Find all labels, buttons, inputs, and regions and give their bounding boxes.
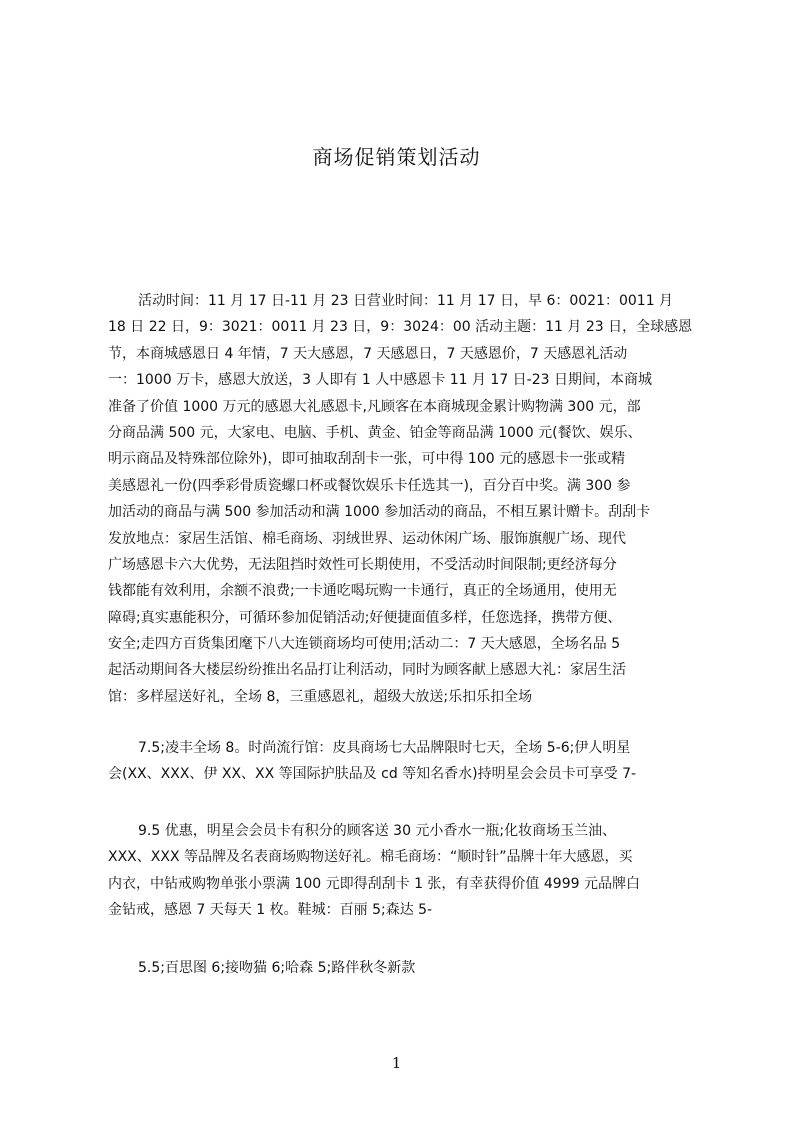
paragraph-member-offers [108,818,698,924]
text-line: 馆：多样屋送好礼，全场 8，三重感恩礼，超级大放送;乐扣乐扣全场 [108,688,533,705]
text-line: 活动时间：11 月 17 日-11 月 23 日营业时间：11 月 17 日，早 6：0021：0011 月 [138,293,674,309]
paragraph-activity-details [108,288,698,710]
text-line: 美感恩礼一份(四季彩骨质瓷螺口杯或餐饮娱乐卡任选其一)，百分百中奖。满 300 参 [108,477,631,494]
page-number: 1 [391,1054,402,1072]
text-line: 9.5 优惠，明星会会员卡有积分的顾客送 30 元小香水一瓶;化妆商场玉兰油、 [138,823,617,839]
paragraph-shoe-brands [108,955,698,981]
text-line: 加活动的商品与满 500 参加活动和满 1000 参加活动的商品，不相互累计赠卡。刮刮卡 [108,504,651,521]
text-line: 起活动期间各大楼层纷纷推出名品打让利活动，同时为顾客献上感恩大礼：家居生活 [108,662,626,679]
text-line: 广场感恩卡六大优势，无法阻挡时效性可长期使用，不受活动时间限制;更经济每分 [108,556,617,573]
text-line: 钱都能有效利用，余额不浪费;一卡通吃喝玩购一卡通行，真正的全场通用，使用无 [108,583,617,600]
paragraph-fashion-hall [108,735,698,788]
text-line: 障碍;真实惠能积分，可循环参加促销活动;好便捷面值多样，任您选择，携带方便、 [108,609,622,626]
text-line: 安全;走四方百货集团麾下八大连锁商场均可使用;活动二：7 天大感恩，全场名品 5 [108,636,621,653]
text-line: 节，本商城感恩日 4 年情，7 天大感恩，7 天感恩日，7 天感恩价，7 天感恩礼活动 [108,345,628,362]
text-line: 会(XX、XXX、伊 XX、XX 等国际护肤品及 cd 等知名香水)持明星会会员卡可享受 7- [108,766,637,783]
text-line: 内衣，中钻戒购物单张小票满 100 元即得刮刮卡 1 张，有幸获得价值 4999 元品牌白 [108,875,640,892]
text-line: 5.5;百思图 6;接吻猫 6;哈森 5;路伴秋冬新款 [138,960,416,976]
text-line: 明示商品及特殊部位除外)，即可抽取刮刮卡一张，可中得 100 元的感恩卡一张或精 [108,451,626,468]
text-line: 一：1000 万卡，感恩大放送，3 人即有 1 人中感恩卡 11 月 17 日-23 日期间，本商城 [108,372,652,389]
document-title: 商场促销策划活动 [312,145,481,169]
text-line: 18 日 22 日，9：3021：0011 月 23 日，9：3024：00 活动主题：11 月 23 日，全球感恩 [108,319,693,336]
text-line: 分商品满 500 元，大家电、电脑、手机、黄金、铂金等商品满 1000 元(餐饮、娱乐、 [108,424,642,441]
text-line: XXX、XXX 等品牌及名表商场购物送好礼。棉毛商场：“顺时针”品牌十年大感恩，买 [108,849,633,866]
text-line: 发放地点：家居生活馆、棉毛商场、羽绒世界、运动休闲广场、服饰旗舰广场、现代 [108,530,626,547]
text-line: 准备了价值 1000 万元的感恩大礼感恩卡,凡顾客在本商城现金累计购物满 300 元，部 [108,398,641,415]
text-line: 7.5;凌丰全场 8。时尚流行馆：皮具商场七大品牌限时七天，全场 5-6;伊人明星 [138,740,631,756]
text-line: 金钻戒，感恩 7 天每天 1 枚。鞋城：百丽 5;森达 5- [108,902,433,919]
